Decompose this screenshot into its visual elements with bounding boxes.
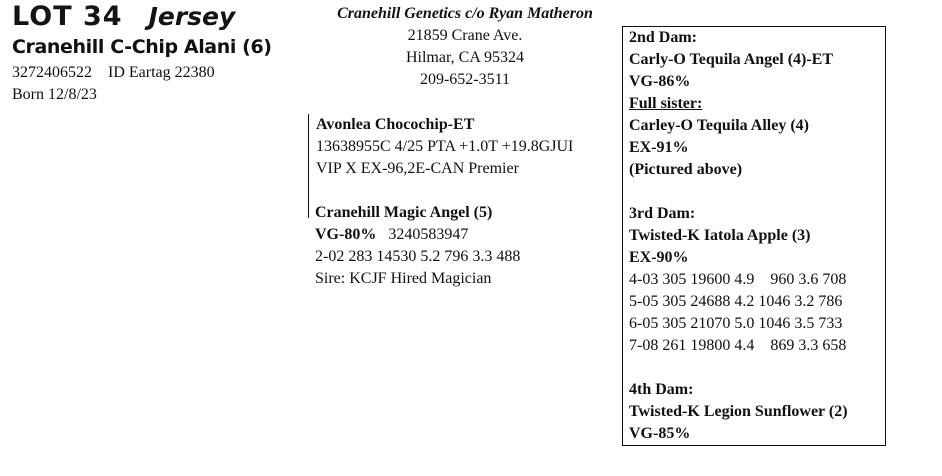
third-dam-record: 7-08 261 19800 4.4 869 3.3 658: [629, 337, 847, 354]
full-sister-score: EX-91%: [629, 139, 689, 156]
sire-pedigree: VIP X EX-96,2E-CAN Premier: [316, 160, 519, 177]
second-dam-heading: 2nd Dam:: [629, 29, 698, 46]
second-dam-score: VG-86%: [629, 73, 691, 90]
third-dam-record: 6-05 305 21070 5.0 1046 3.5 733: [629, 315, 843, 332]
dam-sire: Sire: KCJF Hired Magician: [315, 270, 492, 287]
breed-label: Jersey: [148, 2, 236, 31]
dam-block: [315, 202, 520, 290]
fourth-dam-score: VG-85%: [629, 425, 691, 442]
dam-record: 2-02 283 14530 5.2 796 3.3 488: [315, 248, 521, 265]
consigner-address-city: Hilmar, CA 95324: [405, 49, 525, 66]
full-sister-heading: Full sister:: [629, 95, 703, 112]
id-line: 3272406522 ID Eartag 22380: [12, 64, 215, 81]
full-sister-name: Carley-O Tequila Alley (4): [629, 117, 809, 134]
fourth-dam-heading: 4th Dam:: [629, 381, 694, 398]
lot-header: [12, 1, 235, 32]
third-dam-record: 5-05 305 24688 4.2 1046 3.2 786: [629, 293, 843, 310]
consigner-address-street: 21859 Crane Ave.: [407, 27, 523, 44]
consigner-phone: 209-652-3511: [419, 71, 511, 88]
dam-name: Cranehill Magic Angel (5): [315, 204, 493, 221]
sire-proof: 13638955C 4/25 PTA +1.0T +19.8GJUI: [316, 138, 574, 155]
third-dam-score: EX-90%: [629, 249, 689, 266]
sire-name: Avonlea Chocochip-ET: [316, 116, 475, 133]
consigner-name: Cranehill Genetics c/o Ryan Matheron: [337, 5, 593, 22]
born-date: Born 12/8/23: [12, 86, 97, 103]
dam-score: VG-80%: [315, 226, 377, 243]
pictured-note: (Pictured above): [629, 161, 743, 178]
third-dam-heading: 3rd Dam:: [629, 205, 696, 222]
third-dam-record: 4-03 305 19600 4.9 960 3.6 708: [629, 271, 847, 288]
ancestry-box: [622, 26, 886, 446]
lot-number: LOT 34: [12, 1, 123, 32]
dam-score-line: [315, 224, 520, 246]
consigner-block: [300, 3, 630, 91]
fourth-dam-name: Twisted-K Legion Sunflower (2): [629, 403, 848, 420]
second-dam-name: Carly-O Tequila Angel (4)-ET: [629, 51, 834, 68]
third-dam-name: Twisted-K Iatola Apple (3): [629, 227, 811, 244]
animal-name: Cranehill C-Chip Alani (6): [12, 36, 272, 58]
dam-registration: 3240583947: [388, 226, 469, 243]
